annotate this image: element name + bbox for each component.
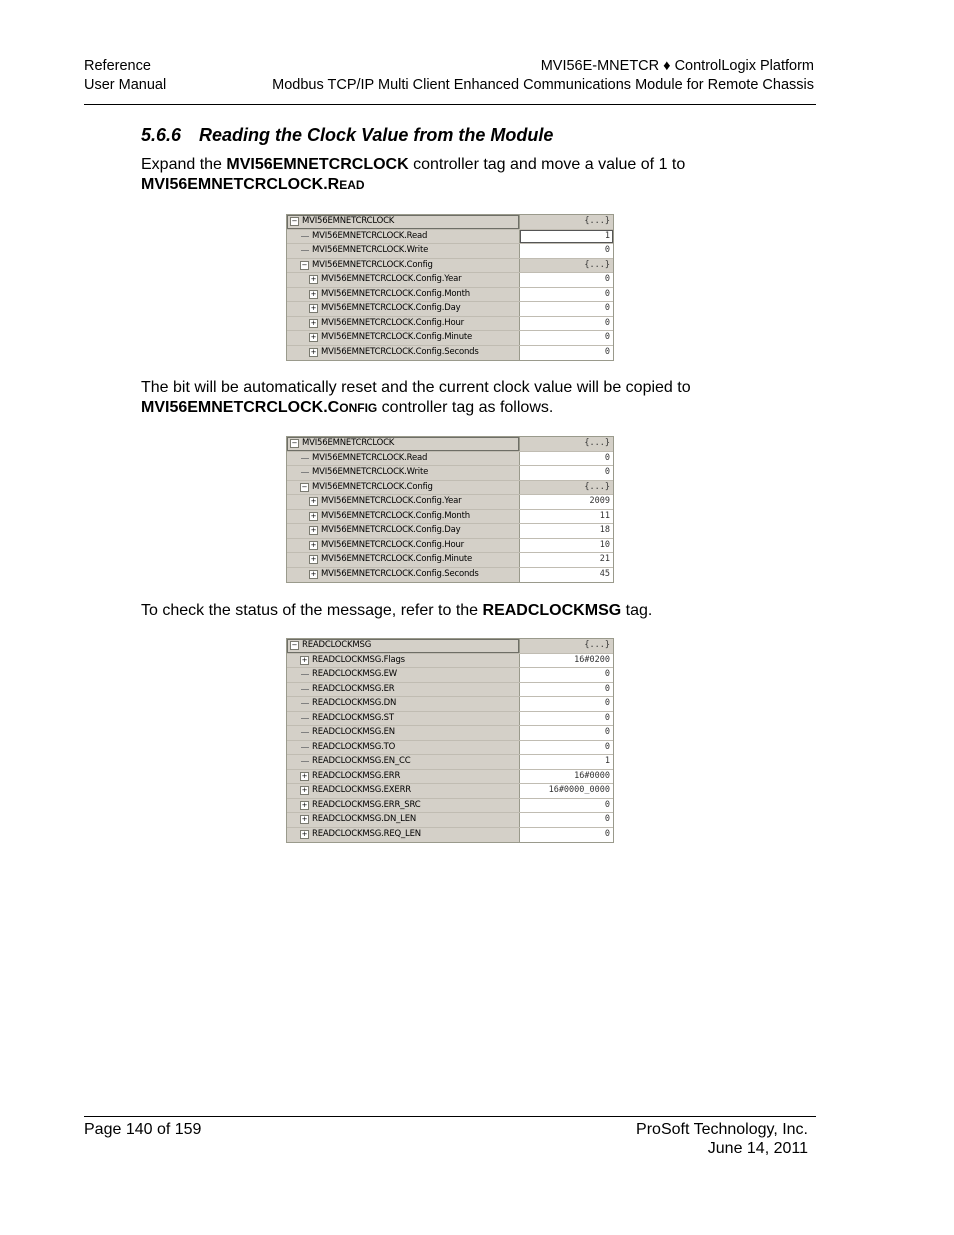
tag-row[interactable] [287,481,613,496]
tree-line-icon [301,732,309,733]
footer-rule [84,1116,816,1117]
tag-value-cell[interactable]: 0 [519,697,613,711]
paragraph-reset [141,378,691,418]
tag-value-cell[interactable]: {...} [519,481,613,495]
tag-name: READCLOCKMSG.DN [312,698,397,709]
header-rule [84,104,816,105]
tag-name: READCLOCKMSG.EW [312,669,397,680]
paragraph-expand [141,155,685,195]
tag-row[interactable] [287,755,613,770]
tag-row[interactable] [287,799,613,814]
tag-name: MVI56EMNETCRCLOCK.Config.Hour [321,539,464,550]
tag-name: READCLOCKMSG.Flags [312,654,405,665]
tag-value-cell[interactable]: 16#0000 [519,770,613,784]
tag-name-cell [287,828,519,843]
tag-row[interactable] [287,683,613,698]
tag-row[interactable] [287,437,613,452]
tag-name: MVI56EMNETCRCLOCK [302,216,395,227]
tag-name-cell [287,288,519,302]
tag-name-cell [287,495,519,509]
tag-row[interactable] [287,639,613,654]
section-title: Reading the Clock Value from the Module [199,125,554,145]
tag-name: MVI56EMNETCRCLOCK.Config [312,481,433,492]
expand-icon[interactable]: + [310,540,317,549]
expand-icon[interactable]: + [301,800,308,809]
tree-line-icon [301,674,309,675]
para1-text-c: controller tag and move a value of 1 to [408,156,686,173]
tag-name-cell [287,568,519,583]
tag-value-cell[interactable]: {...} [519,437,613,451]
tag-row[interactable] [287,510,613,525]
tag-row[interactable] [287,654,613,669]
expand-icon[interactable]: + [310,511,317,520]
section-number: 5.6.6 [141,125,182,145]
tree-line-icon [301,472,309,473]
tag-row[interactable] [287,668,613,683]
tag-value-cell[interactable]: 11 [519,510,613,524]
tag-name: MVI56EMNETCRCLOCK [302,438,395,449]
tag-value-cell[interactable]: 0 [519,813,613,827]
tag-name-cell [287,317,519,331]
expand-icon[interactable]: + [301,786,308,795]
tag-row[interactable] [287,726,613,741]
tag-name: READCLOCKMSG.ST [312,712,394,723]
tag-row[interactable] [287,553,613,568]
tag-value-cell[interactable]: 16#0000_0000 [519,784,613,798]
collapse-icon[interactable]: − [301,482,308,491]
footer-page: Page 140 of 159 [84,1121,202,1138]
tag-value-cell[interactable]: 10 [519,539,613,553]
collapse-icon[interactable]: − [291,217,298,226]
tag-value-cell[interactable]: 0 [519,317,613,331]
tag-value-cell[interactable]: 1 [519,230,613,244]
tag-name-cell [287,273,519,287]
tag-name: READCLOCKMSG.TO [312,741,396,752]
expand-icon[interactable]: + [310,526,317,535]
para1-text-a: Expand the [141,156,227,173]
tag-value-cell[interactable]: 0 [519,668,613,682]
para1-tag-read-sc: EAD [339,178,365,192]
tag-name-cell [287,215,519,229]
header-section: Reference [84,58,151,74]
tag-row[interactable] [287,539,613,554]
tag-value-cell[interactable]: 0 [519,712,613,726]
tag-name: MVI56EMNETCRCLOCK.Read [312,230,428,241]
tag-value-cell[interactable]: 2009 [519,495,613,509]
expand-icon[interactable]: + [310,570,317,579]
tag-name: READCLOCKMSG.EN [312,727,395,738]
tag-value-cell[interactable]: 0 [519,799,613,813]
tag-name-cell [287,437,519,451]
expand-icon[interactable]: + [310,304,317,313]
tag-name: READCLOCKMSG.EN_CC [312,756,411,767]
tag-value-cell[interactable]: 0 [519,452,613,466]
collapse-icon[interactable]: − [291,641,298,650]
tree-line-icon [301,761,309,762]
tag-name-cell [287,755,519,769]
tag-name: MVI56EMNETCRCLOCK.Config.Month [321,510,470,521]
tag-name-cell [287,259,519,273]
header-doc-type: User Manual [84,77,167,93]
tag-name: MVI56EMNETCRCLOCK.Write [312,467,429,478]
tag-row[interactable] [287,568,613,583]
tag-row[interactable] [287,452,613,467]
tag-name-cell [287,654,519,668]
tag-value-cell[interactable]: 0 [519,466,613,480]
tag-name-cell [287,230,519,244]
tag-value-cell[interactable]: 16#0200 [519,654,613,668]
tag-name-cell [287,244,519,258]
tree-line-icon [301,250,309,251]
tag-name: READCLOCKMSG.REQ_LEN [312,829,421,840]
header-product: MVI56E-MNETCR ♦ ControlLogix Platform [540,58,814,74]
tag-row[interactable] [287,302,613,317]
tag-value-cell[interactable]: 1 [519,755,613,769]
tag-name: MVI56EMNETCRCLOCK.Config.Day [321,303,461,314]
tag-row[interactable] [287,495,613,510]
tag-row[interactable] [287,712,613,727]
tag-table-clock-after [286,436,614,583]
tag-name-cell [287,741,519,755]
para3-text-a: To check the status of the message, refer to the [141,602,483,619]
tag-value-cell[interactable]: 0 [519,273,613,287]
tag-value-cell[interactable]: 0 [519,288,613,302]
tag-name-cell [287,524,519,538]
tree-line-icon [301,703,309,704]
expand-icon[interactable]: + [310,555,317,564]
tag-name: MVI56EMNETCRCLOCK.Config.Hour [321,317,464,328]
tag-table-clock-before [286,214,614,361]
tag-name-cell [287,697,519,711]
tag-name-cell [287,302,519,316]
expand-icon[interactable]: + [301,771,308,780]
tag-name-cell [287,510,519,524]
tag-value-cell[interactable]: 18 [519,524,613,538]
tag-row[interactable] [287,466,613,481]
tag-name-cell [287,784,519,798]
header-right [272,57,814,95]
tag-name: MVI56EMNETCRCLOCK.Config.Year [321,274,462,285]
tag-name-cell [287,346,519,361]
tag-value-cell[interactable]: {...} [519,259,613,273]
tag-value-cell[interactable]: 0 [519,244,613,258]
header-product-desc: Modbus TCP/IP Multi Client Enhanced Communications Module for Remote Chassis [272,77,814,93]
tag-row[interactable] [287,784,613,799]
tree-line-icon [301,689,309,690]
para1-tag-read: MVI56EMNETCRCLOCK.R [141,176,340,193]
collapse-icon[interactable]: − [291,439,298,448]
para2-tag-config-sc: ONFIG [339,401,378,415]
tag-row[interactable] [287,346,613,361]
tag-value-cell[interactable]: 0 [519,302,613,316]
tag-name-cell [287,813,519,827]
tag-name: READCLOCKMSG.ERR_SRC [312,799,421,810]
tag-name: MVI56EMNETCRCLOCK.Write [312,245,429,256]
expand-icon[interactable]: + [310,333,317,342]
tag-table-readclockmsg [286,638,614,843]
tag-name: READCLOCKMSG.ER [312,683,395,694]
tag-row[interactable] [287,741,613,756]
tag-row[interactable] [287,273,613,288]
tag-row[interactable] [287,215,613,230]
footer-right [636,1120,808,1158]
tag-value-cell[interactable]: 0 [519,726,613,740]
section-heading [141,125,553,146]
tag-value-cell[interactable]: 0 [519,346,613,361]
footer-date: June 14, 2011 [707,1140,808,1157]
tag-name-cell [287,553,519,567]
tag-value-cell[interactable]: 0 [519,741,613,755]
tag-name: MVI56EMNETCRCLOCK.Config.Year [321,496,462,507]
tag-row[interactable] [287,331,613,346]
tag-name-cell [287,668,519,682]
tag-name-cell [287,770,519,784]
footer-company: ProSoft Technology, Inc. [636,1121,808,1138]
expand-icon[interactable]: + [301,655,308,664]
tag-row[interactable] [287,244,613,259]
tag-name: MVI56EMNETCRCLOCK.Config.Day [321,525,461,536]
tag-name: MVI56EMNETCRCLOCK.Config.Seconds [321,569,479,580]
tag-name: MVI56EMNETCRCLOCK.Config [312,259,433,270]
tag-row[interactable] [287,828,613,843]
expand-icon[interactable]: + [310,318,317,327]
tag-name: MVI56EMNETCRCLOCK.Config.Seconds [321,347,479,358]
tag-name: READCLOCKMSG.ERR [312,770,401,781]
tag-row[interactable] [287,770,613,785]
para2-text-a: The bit will be automatically reset and the current clock value will be copied to [141,379,691,396]
tag-name: MVI56EMNETCRCLOCK.Read [312,452,428,463]
tag-name-cell [287,539,519,553]
tag-row[interactable] [287,697,613,712]
tag-value-cell[interactable]: 21 [519,553,613,567]
tag-row[interactable] [287,259,613,274]
tag-name-cell [287,481,519,495]
para3-tag-name: READCLOCKMSG [482,602,622,619]
tag-name: MVI56EMNETCRCLOCK.Config.Minute [321,332,473,343]
tag-row[interactable] [287,317,613,332]
tree-line-icon [301,458,309,459]
expand-icon[interactable]: + [301,830,308,839]
expand-icon[interactable]: + [310,348,317,357]
tag-row[interactable] [287,230,613,245]
tag-name-cell [287,639,519,653]
tag-name: MVI56EMNETCRCLOCK.Config.Month [321,288,470,299]
tree-line-icon [301,718,309,719]
tag-name-cell [287,712,519,726]
tag-name-cell [287,452,519,466]
para2-text-d: controller tag as follows. [377,399,554,416]
para3-text-c: tag. [621,602,653,619]
collapse-icon[interactable]: − [301,260,308,269]
tag-name: READCLOCKMSG [302,640,372,651]
tag-value-cell[interactable]: 45 [519,568,613,583]
tag-value-cell[interactable]: {...} [519,639,613,653]
tag-value-cell[interactable]: {...} [519,215,613,229]
paragraph-status [141,601,652,621]
tag-name: MVI56EMNETCRCLOCK.Config.Minute [321,554,473,565]
tag-name: READCLOCKMSG.EXERR [312,785,411,796]
tag-row[interactable] [287,813,613,828]
tag-value-cell[interactable]: 0 [519,331,613,345]
tree-line-icon [301,236,309,237]
tag-row[interactable] [287,524,613,539]
tree-line-icon [301,747,309,748]
expand-icon[interactable]: + [310,275,317,284]
tag-value-cell[interactable]: 0 [519,683,613,697]
tag-value-cell[interactable]: 0 [519,828,613,843]
expand-icon[interactable]: + [310,289,317,298]
tag-name-cell [287,683,519,697]
tag-name-cell [287,726,519,740]
para2-tag-config: MVI56EMNETCRCLOCK.C [141,399,340,416]
tag-row[interactable] [287,288,613,303]
tag-name-cell [287,466,519,480]
para1-tag-name: MVI56EMNETCRCLOCK [226,156,409,173]
tag-name: READCLOCKMSG.DN_LEN [312,814,417,825]
tag-name-cell [287,799,519,813]
tag-name-cell [287,331,519,345]
header-left [84,57,166,95]
expand-icon[interactable]: + [301,815,308,824]
expand-icon[interactable]: + [310,497,317,506]
